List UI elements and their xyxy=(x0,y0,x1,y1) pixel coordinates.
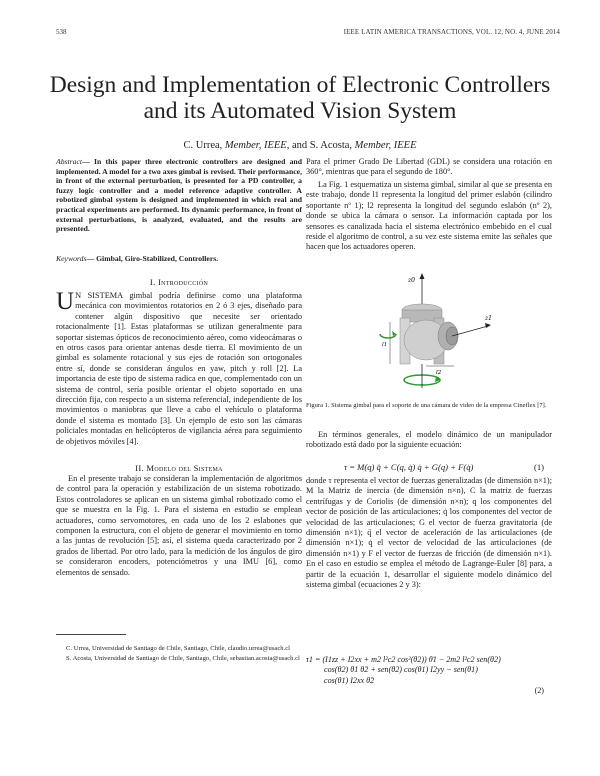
footnote-1: C. Urrea, Universidad de Santiago de Chile, Santiago, Chile, claudio.urrea@usach.cl xyxy=(66,645,290,652)
author-2-role: Member, IEEE xyxy=(354,140,417,151)
section-2-paragraph: En el presente trabajo se consideran la implementación de algoritmos de control para la operación y estabilización de un sistema robotizado. Estos controladores se aplican en un sistema gimbal robotizado como el que se muestra en la Fig. 1. Para el sistema en estudio se emplean actuadores, como servomotores, en cada uno de los 2 eslabones que componen la estructura, con el objeto de generar el movimiento en torno a las juntas de revolución [5]; así, el sistema queda caracterizado por 2 grados de libertad. Por otro lado, para la medición de los ángulos de giro se consideraron encoders, potenciómetros y una IMU [6], como elementos de sensado. xyxy=(56,474,302,577)
section-1-text: N SISTEMA gimbal podría definirse como una plataforma mecánica con movimientos rotatorios en 2 ó 3 ejes, diseñado para contener algún dispositivo que necesite ser orientado rotacionalmente [1]. Estas plataformas se utilizan generalmente para soportar sistemas ópticos de reconocimiento aéreo, como videocámaras o en otros casos para orientar antenas desde tierra. El movimiento de un gimbal es solamente rotacional y sus ejes de rotación son ortogonales entre sí, donde se consideran ángulos en yaw, pitch y roll [2]. La importancia de este tipo de sistema radica en que, complementado con un sistema de control, sería posible orientar el objeto soportado en una dirección fija, con respecto a un sistema referencial, independiente de los movimientos o maniobras que lleve a cabo el vehículo o plataforma donde el sistema es montado [3]. Un ejemplo de esto son las cámaras policiales montadas en helicópteros de vigilancia aérea para seguimiento de objetivos móviles [4]. xyxy=(56,291,302,446)
journal-header: IEEE LATIN AMERICA TRANSACTIONS, VOL. 12, NO. 4, JUNE 2014 xyxy=(343,28,560,36)
section-2-heading: II. Modelo del Sistema xyxy=(135,463,223,473)
abstract-label: Abstract xyxy=(56,157,83,166)
z1-label: z1 xyxy=(485,315,492,322)
paper-title: Design and Implementation of Electronic Controllers and its Automated Vision System xyxy=(49,72,551,124)
author-separator: , and S. Acosta, xyxy=(286,140,355,151)
author-line xyxy=(40,140,560,151)
equation-2-line-2: cos(θ2) θ̇1 θ̇2 + sen(θ2) cos(θ1) I2yy − sen(θ1) xyxy=(324,665,478,675)
equation-2-line-1: τ1 = (I1zz + I2xx + m2 l²c2 cos²(θ2)) θ̈1 − 2m2 l²c2 sen(θ2) xyxy=(306,655,501,664)
keywords xyxy=(56,254,302,264)
keywords-label: Keywords xyxy=(56,254,87,263)
equation-2 xyxy=(306,655,552,695)
keywords-text: — Gimbal, Giro-Stabilized, Controllers. xyxy=(86,254,219,263)
right-paragraph-4: donde τ representa el vector de fuerzas generalizadas (de dimensión n×1); M la Matriz de inercia (de dimensión n×n), C la matriz de fuerzas centrífugas y de Coriolis (de dimensión n×n); q los componentes del vector de posición de las articulaciones; q̇ los componentes del vector de velocidad de las articulaciones; G el vector de fuerza gravitatoria (de dimensión n×1); q̈ el vector de aceleración de las articulaciones (de dimensión n×1); q̇ el vector de velocidad de las articulaciones (de dimensión n×1) y F el vector de fuerzas de fricción (de dimensión n×1). En el caso en estudio se emplea el método de Lagrange-Euler [8] para, a partir de la ecuación 1, desarrollar el siguiente modelo dinámico del sistema gimbal (ecuaciones 2 y 3): xyxy=(306,476,552,590)
figure-caption: Figura 1. Sistema gimbal para el soporte de una cámara de video de la empresa Cineflex [7]. xyxy=(306,402,547,409)
gimbal-illustration xyxy=(360,270,500,390)
l2-label: l2 xyxy=(436,370,442,376)
gimbal-figure xyxy=(360,270,500,390)
footnotes xyxy=(56,645,302,666)
z1-arrowhead xyxy=(485,323,491,328)
l1-label: l1 xyxy=(382,342,388,348)
footnote-2: S. Acosta, Universidad de Santiago de Chile, Santiago, Chile, sebastian.acosta@usach.cl xyxy=(66,655,300,663)
right-paragraph-3: En términos generales, el modelo dinámico de un manipulador robotizado está dado por la siguiente ecuación: xyxy=(306,430,552,450)
abstract xyxy=(56,157,302,234)
author-1-role: Member, IEEE xyxy=(224,140,287,151)
dropcap: U xyxy=(56,288,75,315)
equation-2-line-3: cos(θ1) I2xx θ̈2 xyxy=(324,675,375,685)
right-paragraph-2: La Fig. 1 esquematiza un sistema gimbal, similar al que se presenta en este trabajo, donde l1 representa la longitud del primer eslabón (cilindro soportante nº 1); l2 representa la longitud del segundo eslabón (nº 2), donde se ubica la cámara o sensor. La información captada por los sensores es canalizada hacia el sistema electrónico embebido en el cual reside el algoritmo de control, a su vez este sistema emite las señales que hacen que los actuadores operen. xyxy=(306,180,552,252)
equation-1-number: (1) xyxy=(533,462,544,472)
footnote-rule xyxy=(56,634,126,635)
abstract-text: — In this paper three electronic controllers are designed and implemented. A model for a two axes gimbal is revised. Their performance, in front of the external perturbation, is presented for a PD controller, a fuzzy logic controller and a model reference adaptive controller. A robotized gimbal system is designed and implemented in which real and practical experiments are performed. Its dynamic performance, in front of external perturbations, is analyzed, evaluated, and the results are presented. xyxy=(56,157,302,234)
equation-2-number: (2) xyxy=(534,686,544,695)
section-1-paragraph xyxy=(56,288,302,447)
page-number: 538 xyxy=(56,28,67,36)
right-paragraph-1: Para el primer Grado De Libertad (GDL) se considera una rotación en 360°, mientras que para el segundo de 180°. xyxy=(306,157,552,177)
equation-1-body: τ = M(q) q̈ + C(q, q̇) q̇ + G(q) + F(q̇) xyxy=(344,462,474,472)
section-1-heading: I. Introducción xyxy=(149,277,209,287)
z0-label: z0 xyxy=(408,277,415,284)
author-1: C. Urrea, xyxy=(183,140,225,151)
z0-arrowhead xyxy=(420,273,425,279)
